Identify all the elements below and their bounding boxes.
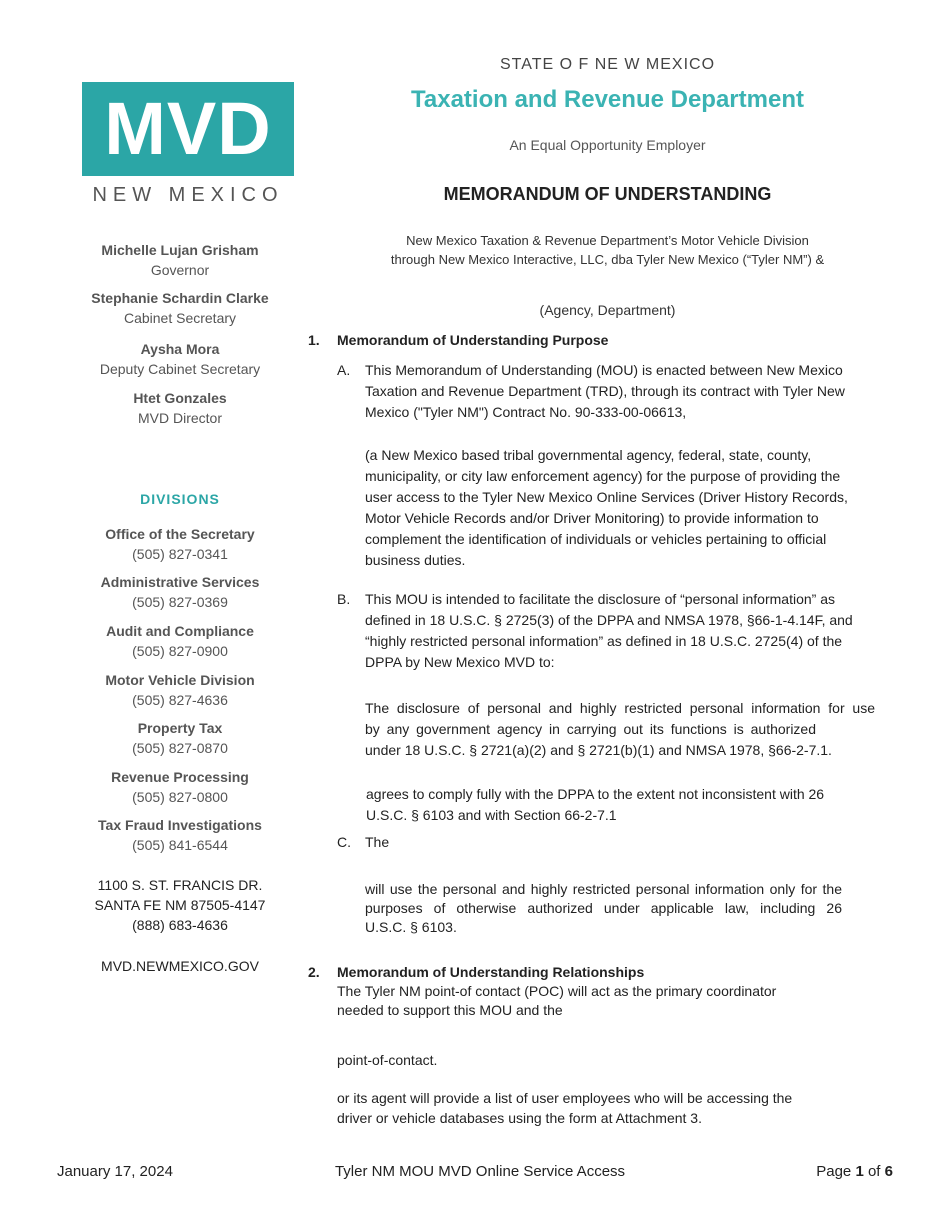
division-phone: (505) 827-0800 — [132, 789, 228, 805]
page-current: 1 — [855, 1163, 864, 1180]
text-line: U.S.C. § 6103. — [365, 919, 457, 935]
page-total: 6 — [884, 1163, 893, 1180]
text-line: The Tyler NM point-of contact (POC) will act as the primary coordinator — [337, 983, 777, 999]
text-line: This Memorandum of Understanding (MOU) is enacted between New Mexico — [365, 362, 843, 378]
official-name: Aysha Mora — [140, 341, 220, 357]
item-c-text: The — [365, 834, 390, 850]
text-line: by any government agency in carrying out its functions is authorized — [365, 721, 817, 737]
division-item — [60, 718, 300, 758]
address-phone: (888) 683-4636 — [132, 917, 228, 933]
section-title: Memorandum of Understanding Purpose — [337, 332, 609, 348]
division-item — [60, 670, 300, 710]
text-line: will use the personal and highly restricted personal information only for the — [365, 881, 842, 897]
division-name: Administrative Services — [100, 574, 260, 590]
division-item — [60, 621, 300, 661]
division-phone: (505) 827-0369 — [132, 594, 228, 610]
text-line: (a New Mexico based tribal governmental agency, federal, state, county, — [365, 447, 812, 463]
text-line: driver or vehicle databases using the form at Attachment 3. — [337, 1110, 702, 1126]
item-label: A. — [337, 362, 351, 378]
text-line: agrees to comply fully with the DPPA to the extent not inconsistent with 26 — [366, 786, 825, 802]
mvd-logo-text: MVD — [104, 87, 272, 170]
footer-date: January 17, 2024 — [57, 1163, 173, 1180]
division-phone: (505) 841-6544 — [132, 837, 228, 853]
official-title: MVD Director — [137, 410, 222, 426]
text-line: U.S.C. § 6103 and with Section 66-2-7.1 — [366, 807, 617, 823]
text-line: DPPA by New Mexico MVD to: — [365, 654, 555, 670]
text-line: This MOU is intended to facilitate the disclosure of “personal information” as — [365, 591, 835, 607]
division-name: Office of the Secretary — [105, 526, 255, 542]
official-mvd-director — [60, 388, 300, 428]
section-2-poc: point-of-contact. — [337, 1052, 438, 1068]
section-title: Memorandum of Understanding Relationships — [337, 964, 645, 980]
official-cabinet-secretary — [60, 288, 300, 328]
department-title: Taxation and Revenue Department — [411, 86, 804, 113]
item-b-text — [365, 589, 875, 673]
section-2-users — [337, 1088, 857, 1128]
page-label: Page — [816, 1163, 852, 1180]
text-line: The disclosure of personal and highly restricted personal information for use — [365, 700, 875, 716]
text-line: “highly restricted personal information” as defined in 18 U.S.C. 2725(4) of the — [365, 633, 843, 649]
employer-tagline: An Equal Opportunity Employer — [509, 137, 706, 153]
divisions-heading: DIVISIONS — [140, 491, 220, 507]
section-number: 2. — [308, 964, 320, 980]
section-2-body — [337, 963, 857, 1020]
text-line: needed to support this MOU and the — [337, 1002, 563, 1018]
text-line: complement the identification of individuals or vehicles pertaining to official — [365, 531, 827, 547]
division-item — [60, 572, 300, 612]
official-title: Deputy Cabinet Secretary — [99, 361, 261, 377]
official-title: Governor — [150, 262, 210, 278]
page-of: of — [867, 1163, 881, 1180]
footer-document-name: Tyler NM MOU MVD Online Service Access — [334, 1163, 626, 1180]
address-line: SANTA FE NM 87505-4147 — [94, 897, 266, 913]
intro-line: through New Mexico Interactive, LLC, dba Tyler New Mexico (“Tyler NM”) & — [390, 252, 825, 267]
official-name: Htet Gonzales — [133, 390, 227, 406]
official-title: Cabinet Secretary — [123, 310, 237, 326]
mvd-logo-subtitle: NEW MEXICO — [92, 184, 284, 206]
website-link[interactable]: MVD.NEWMEXICO.GOV — [101, 958, 259, 974]
section-number: 1. — [308, 332, 320, 348]
intro-line: New Mexico Taxation & Revenue Department’s Motor Vehicle Division — [406, 233, 809, 248]
text-line: Taxation and Revenue Department (TRD), through its contract with Tyler New — [365, 383, 845, 399]
division-item — [60, 767, 300, 807]
intro-text — [330, 231, 885, 269]
division-item — [60, 815, 300, 855]
division-name: Property Tax — [137, 720, 223, 736]
item-a-text — [365, 360, 875, 423]
division-name: Revenue Processing — [111, 769, 249, 785]
division-phone: (505) 827-4636 — [132, 692, 228, 708]
division-phone: (505) 827-0900 — [132, 643, 228, 659]
state-heading: STATE O F NE W MEXICO — [499, 56, 716, 73]
item-c-continued — [365, 880, 842, 937]
text-line: or its agent will provide a list of user employees who will be accessing the — [337, 1090, 793, 1106]
agency-placeholder: (Agency, Department) — [539, 302, 676, 318]
item-b-disclosure — [365, 698, 875, 761]
footer-page-number — [740, 1163, 893, 1180]
text-line: user access to the Tyler New Mexico Online Services (Driver History Records, — [365, 489, 848, 505]
item-label: C. — [337, 834, 351, 850]
official-name: Stephanie Schardin Clarke — [91, 290, 269, 306]
division-phone: (505) 827-0341 — [132, 546, 228, 562]
text-line: Motor Vehicle Records and/or Driver Monitoring) to provide information to — [365, 510, 819, 526]
text-line: defined in 18 U.S.C. § 2725(3) of the DPPA and NMSA 1978, §66-1-4.14F, and — [365, 612, 853, 628]
address-block — [60, 875, 300, 935]
address-line: 1100 S. ST. FRANCIS DR. — [97, 877, 263, 893]
document-title: MEMORANDUM OF UNDERSTANDING — [443, 184, 772, 204]
text-line: Mexico ("Tyler NM") Contract No. 90-333-00-06613, — [365, 404, 687, 420]
division-name: Motor Vehicle Division — [105, 672, 255, 688]
item-a-continued — [365, 445, 875, 571]
item-b-compliance — [366, 784, 866, 826]
division-phone: (505) 827-0870 — [132, 740, 228, 756]
official-deputy-secretary — [60, 339, 300, 379]
division-item — [60, 524, 300, 564]
division-name: Audit and Compliance — [106, 623, 254, 639]
official-governor — [60, 240, 300, 280]
text-line: purposes of otherwise authorized under applicable law, including 26 — [365, 900, 842, 916]
text-line: under 18 U.S.C. § 2721(a)(2) and § 2721(b)(1) and NMSA 1978, §66-2-7.1. — [365, 742, 832, 758]
division-name: Tax Fraud Investigations — [98, 817, 262, 833]
item-label: B. — [337, 591, 351, 607]
official-name: Michelle Lujan Grisham — [101, 242, 259, 258]
text-line: business duties. — [365, 552, 466, 568]
text-line: municipality, or city law enforcement agency) for the purpose of providing the — [365, 468, 841, 484]
